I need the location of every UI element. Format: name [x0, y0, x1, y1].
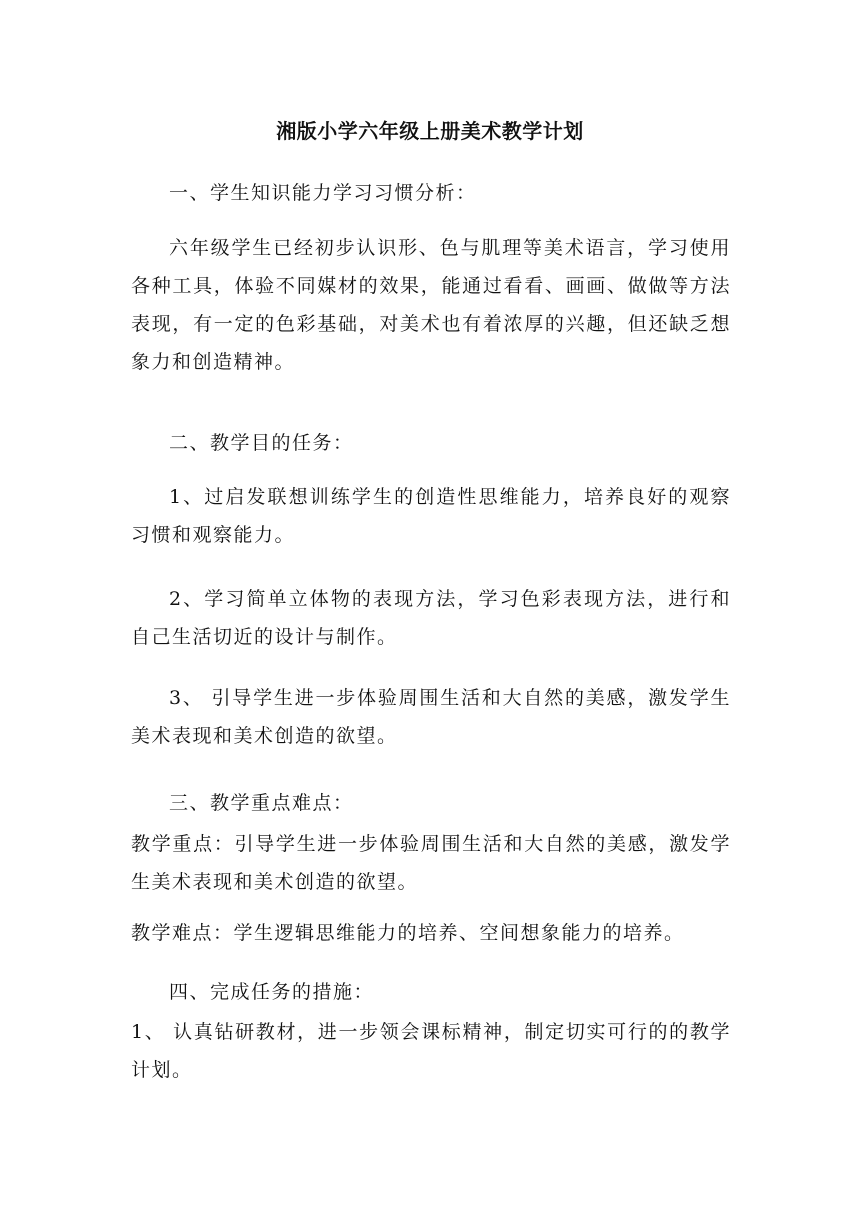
- section-3-key-points: 教学重点：引导学生进一步体验周围生活和大自然的美感，激发学生美术表现和美术创造的欲望。: [131, 833, 731, 893]
- section-3-difficult-points: 教学难点：学生逻辑思维能力的培养、空间想象能力的培养。: [131, 922, 685, 944]
- section-2-heading: 二、教学目的任务：: [169, 432, 354, 454]
- section-4-item-1: 1、 认真钻研教材，进一步领会课标精神，制定切实可行的的教学计划。: [131, 1021, 731, 1081]
- document-title: 湘版小学六年级上册美术教学计划: [276, 119, 584, 143]
- section-2-item-3: 3、 引导学生进一步体验周围生活和大自然的美感，激发学生美术表现和美术创造的欲望。: [131, 687, 731, 747]
- section-2-item-1: 1、过启发联想训练学生的创造性思维能力，培养良好的观察习惯和观察能力。: [131, 486, 731, 546]
- section-1-body: 六年级学生已经初步认识形、色与肌理等美术语言，学习使用各种工具，体验不同媒材的效果，能通过看看、画画、做做等方法表现，有一定的色彩基础，对美术也有着浓厚的兴趣，但还缺乏想象力和创造精神。: [131, 237, 731, 373]
- section-4-heading: 四、完成任务的措施：: [169, 981, 375, 1003]
- section-2-item-2: 2、学习简单立体物的表现方法，学习色彩表现方法，进行和自己生活切近的设计与制作。: [131, 588, 731, 648]
- section-1-heading: 一、学生知识能力学习习惯分析：: [169, 182, 477, 204]
- section-3-heading: 三、教学重点难点：: [169, 792, 354, 814]
